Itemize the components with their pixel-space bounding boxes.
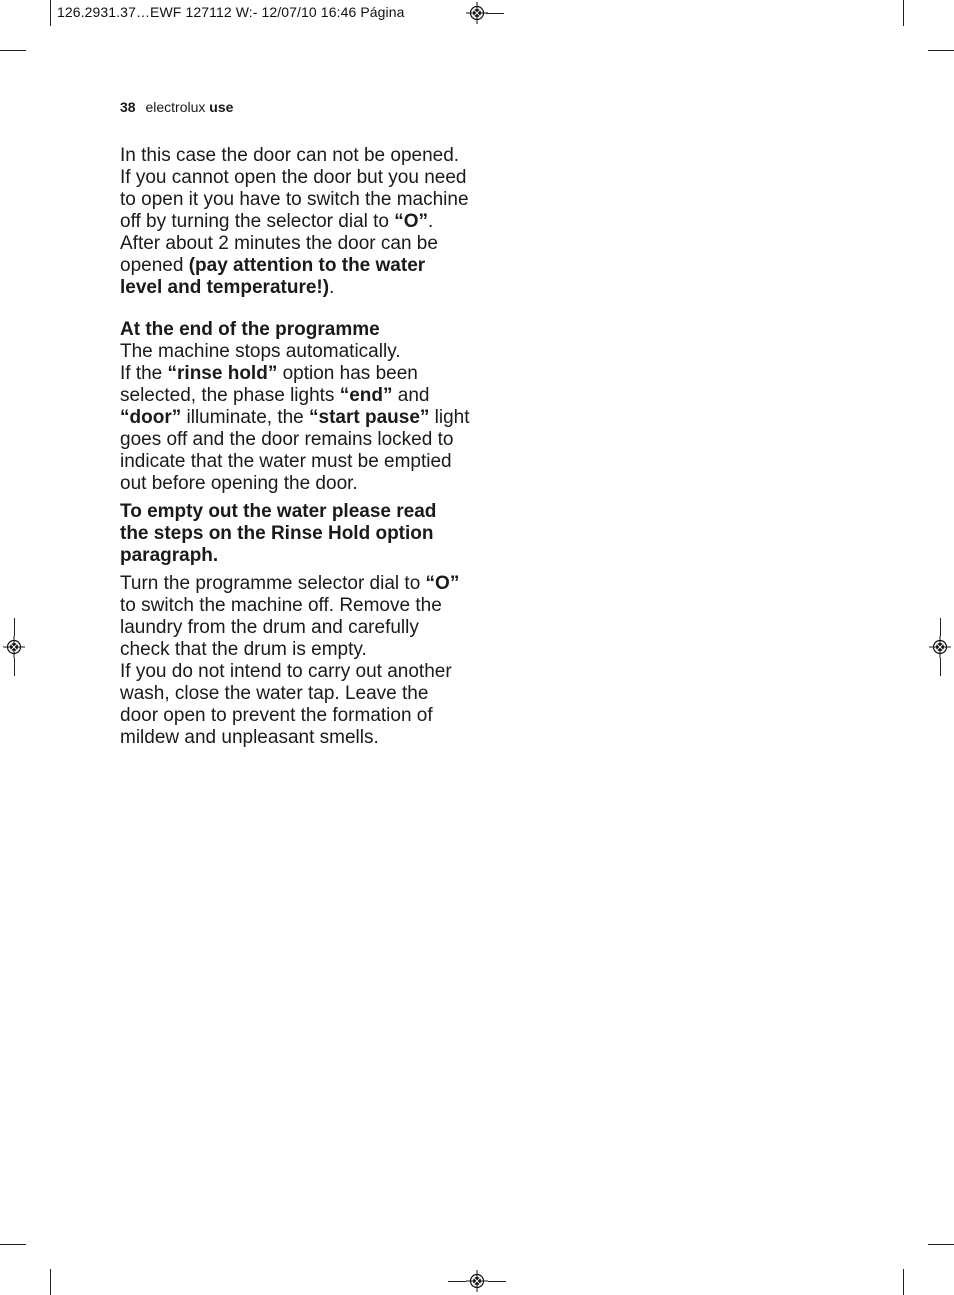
crop-mark	[14, 618, 15, 636]
bold-text: “start pause”	[309, 407, 430, 428]
registration-mark-icon	[466, 1270, 488, 1292]
crop-mark	[0, 1244, 26, 1245]
section-heading: At the end of the programme	[120, 319, 380, 340]
text: .	[329, 277, 335, 298]
text: If you cannot open the door but you need to open it you have to switch the machine off by turning the selector dial to	[120, 167, 469, 232]
crop-mark	[14, 658, 15, 676]
crop-mark	[940, 618, 941, 636]
text: The machine stops automatically.	[120, 341, 401, 362]
text: In this case the door can not be opened.	[120, 145, 460, 166]
crop-mark	[903, 0, 904, 26]
bold-text: “end”	[339, 385, 393, 406]
crop-mark	[0, 50, 26, 51]
bold-text: To empty out the water please read the steps on the Rinse Hold option paragraph.	[120, 501, 437, 566]
paragraph	[120, 573, 470, 749]
section-name: use	[209, 99, 234, 115]
bold-text: “O”	[425, 573, 460, 594]
crop-mark	[928, 1244, 954, 1245]
crop-mark	[488, 1281, 506, 1282]
registration-mark-icon	[929, 636, 951, 658]
registration-mark-icon	[466, 2, 488, 24]
bold-text: “door”	[120, 407, 182, 428]
text: illuminate, the	[181, 407, 310, 428]
text: to switch the machine off. Remove the laundry from the drum and carefully check that the drum is empty.	[120, 595, 442, 660]
text: . After about 2 minutes the door can be opened	[120, 211, 438, 276]
running-head	[120, 99, 233, 115]
bold-text: “rinse hold”	[167, 363, 278, 384]
crop-mark	[448, 1281, 466, 1282]
text: If the	[120, 363, 168, 384]
text: and	[392, 385, 430, 406]
text: option has been selected, the phase lights	[120, 363, 418, 406]
crop-mark	[903, 1269, 904, 1295]
text: If you do not intend to carry out another wash, close the water tap. Leave the door open to prevent the formation of mildew and unpleasant smells.	[120, 661, 452, 748]
page-number: 38	[120, 99, 136, 115]
text: light goes off and the door remains locked to indicate that the water must be emptied out before opening the door.	[120, 407, 470, 494]
crop-mark	[940, 658, 941, 676]
crop-mark	[486, 13, 504, 14]
paragraph	[120, 319, 470, 495]
print-slug: 126.2931.37…EWF 127112 W:- 12/07/10 16:46 Página	[57, 4, 405, 20]
crop-mark	[50, 1269, 51, 1295]
bold-text: “O”	[394, 211, 429, 232]
crop-mark	[50, 0, 51, 26]
text: Turn the programme selector dial to	[120, 573, 426, 594]
paragraph	[120, 145, 470, 299]
note	[120, 501, 470, 567]
brand-name: electrolux	[145, 99, 206, 115]
text-column	[120, 145, 470, 749]
registration-mark-icon	[3, 636, 25, 658]
crop-mark	[928, 50, 954, 51]
bold-text: (pay attention to the water level and temperature!)	[120, 255, 426, 298]
